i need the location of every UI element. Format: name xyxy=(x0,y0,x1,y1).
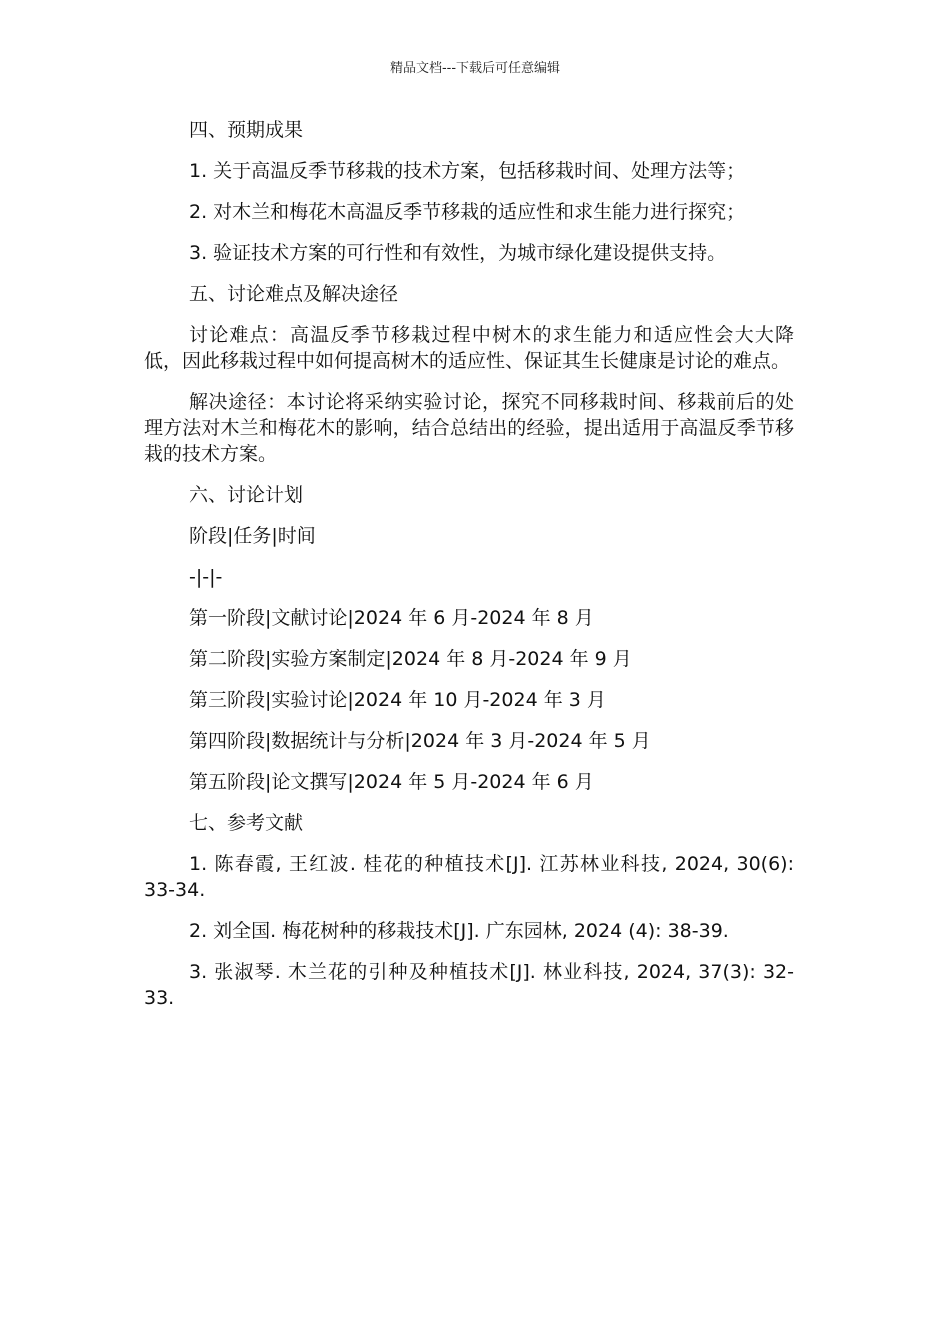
paragraph: 讨论难点：高温反季节移栽过程中树木的求生能力和适应性会大大降低，因此移栽过程中如何提高树木的适应性、保证其生长健康是讨论的难点。 xyxy=(144,324,794,372)
section-heading: 六、讨论计划 xyxy=(189,484,304,506)
table-row: 第四阶段|数据统计与分析|2024 年 3 月-2024 年 5 月 xyxy=(189,730,651,752)
list-item: 2. 对木兰和梅花木高温反季节移栽的适应性和求生能力进行探究； xyxy=(189,201,746,223)
paragraph: 解决途径：本讨论将采纳实验讨论，探究不同移栽时间、移栽前后的处理方法对木兰和梅花木的影响，结合总结出的经验，提出适用于高温反季节移栽的技术方案。 xyxy=(144,391,794,465)
table-row: -|-|- xyxy=(189,566,223,588)
table-row: 第三阶段|实验讨论|2024 年 10 月-2024 年 3 月 xyxy=(189,689,606,711)
reference-item: 2. 刘全国. 梅花树种的移栽技术[J]. 广东园林, 2024 (4): 38-39. xyxy=(189,920,729,942)
table-row: 第一阶段|文献讨论|2024 年 6 月-2024 年 8 月 xyxy=(189,607,594,629)
section-heading: 四、预期成果 xyxy=(189,119,304,141)
section-heading: 七、参考文献 xyxy=(189,812,304,834)
table-row: 第五阶段|论文撰写|2024 年 5 月-2024 年 6 月 xyxy=(189,771,594,793)
reference-item: 1. 陈春霞, 王红波. 桂花的种植技术[J]. 江苏林业科技, 2024, 30(6): 33-34. xyxy=(144,853,794,901)
reference-item: 3. 张淑琴. 木兰花的引种及种植技术[J]. 林业科技, 2024, 37(3): 32-33. xyxy=(144,961,794,1009)
table-row: 阶段|任务|时间 xyxy=(189,525,316,547)
table-row: 第二阶段|实验方案制定|2024 年 8 月-2024 年 9 月 xyxy=(189,648,632,670)
section-heading: 五、讨论难点及解决途径 xyxy=(189,283,399,305)
page-header: 精品文档---下载后可任意编辑 xyxy=(389,61,561,76)
list-item: 3. 验证技术方案的可行性和有效性，为城市绿化建设提供支持。 xyxy=(189,242,727,264)
document-body xyxy=(144,117,794,1026)
list-item: 1. 关于高温反季节移栽的技术方案，包括移栽时间、处理方法等； xyxy=(189,160,746,182)
